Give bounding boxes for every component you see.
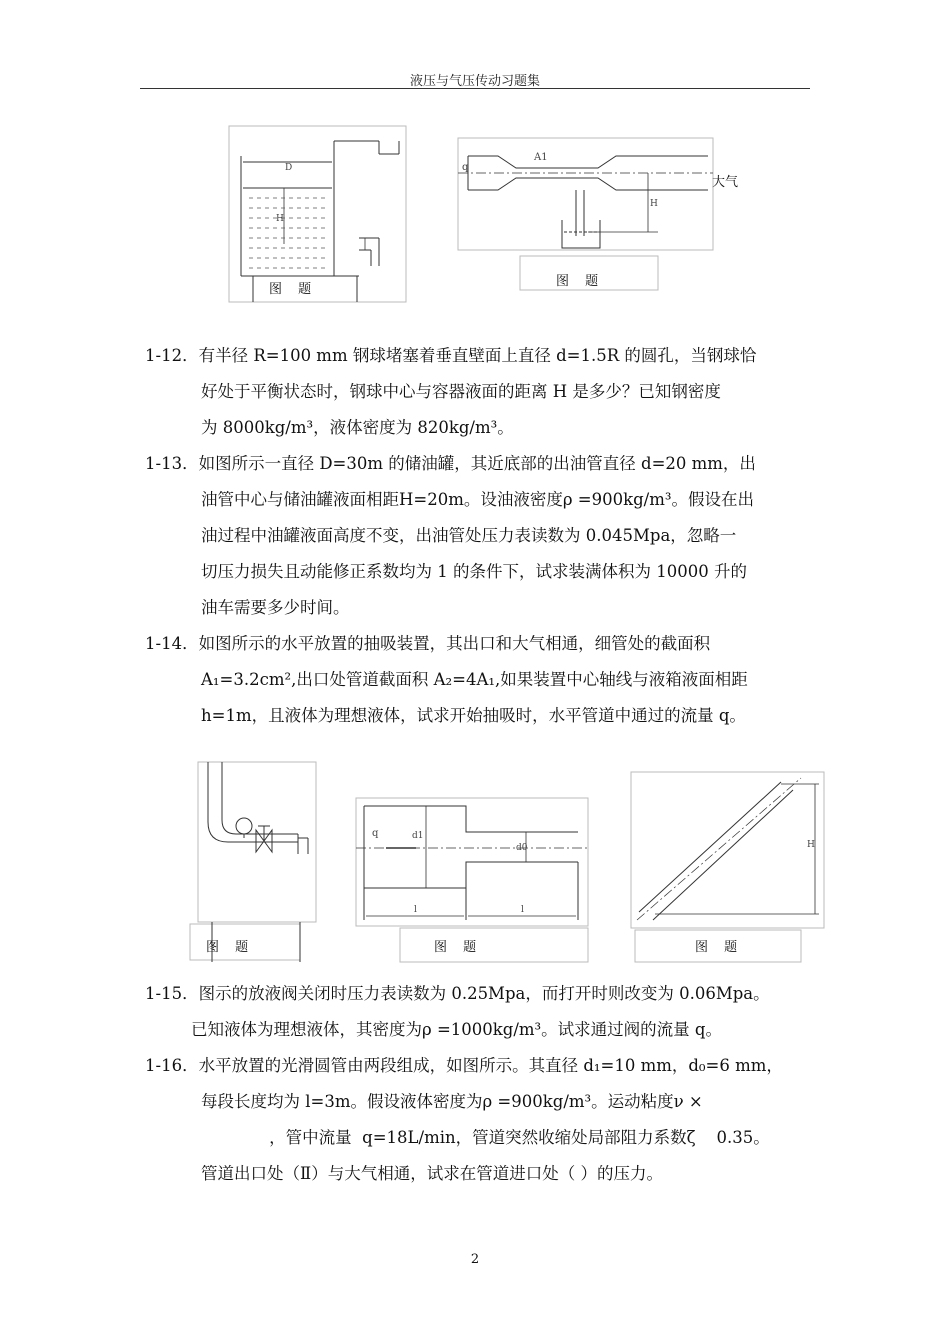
figure-caption: 图 题: [269, 282, 318, 297]
label-h3: H: [807, 840, 815, 850]
label-l2: l: [521, 905, 524, 915]
figure-inclined-pipe: [631, 772, 826, 962]
problem-number: 1-15．: [145, 984, 199, 1003]
problem-number: 1-14．: [145, 634, 199, 653]
problem-1-14-line-2: A₁=3.2cm²,出口处管道截面积 A₂=4A₁,如果装置中心轴线与液箱液面相距: [201, 670, 748, 689]
problem-1-12-line-3: 为 8000kg/m³，液体密度为 820kg/m³。: [201, 418, 514, 437]
label-d1: d1: [412, 831, 424, 841]
label-h2: H: [650, 199, 658, 209]
problem-number: 1-16．: [145, 1056, 199, 1075]
figure-two-section-pipe: [356, 798, 591, 963]
problem-1-15-line-1: 1-15．图示的放液阀关闭时压力表读数为 0.25Mpa，而打开时则改变为 0.06Mpa。: [145, 976, 815, 1012]
problem-1-16-line-1: 1-16．水平放置的光滑圆管由两段组成，如图所示。其直径 d₁=10 mm，d₀=6 mm，: [145, 1048, 815, 1084]
figure-caption: 图 题: [206, 940, 255, 955]
problem-1-16-line-4: 管道出口处（Ⅱ）与大气相通，试求在管道进口处（ ）的压力。: [201, 1164, 663, 1183]
problem-1-12-line-2: 好处于平衡状态时，钢球中心与容器液面的距离 H 是多少？已知钢密度: [201, 382, 721, 401]
problem-1-13-line-5: 油车需要多少时间。: [201, 598, 350, 617]
problem-1-12-line-1: 1-12．有半径 R=100 mm 钢球堵塞着垂直壁面上直径 d=1.5R 的圆孔，当钢球恰: [145, 338, 815, 374]
problem-1-13-line-4: 切压力损失且动能修正系数均为 1 的条件下，试求装满体积为 10000 升的: [201, 562, 747, 581]
problem-1-16-line-2: 每段长度均为 l=3m。假设液体密度为ρ =900kg/m³。运动粘度ν ×: [201, 1092, 703, 1111]
label-l1: l: [414, 905, 417, 915]
figure-tank-drawing: [229, 126, 409, 306]
label-h: H: [276, 214, 284, 224]
page-number: 2: [470, 1252, 480, 1267]
label-a1: A1: [534, 152, 548, 163]
problem-number: 1-13．: [145, 454, 199, 473]
figure-valve-drawing: [198, 762, 318, 962]
label-d0: d0: [516, 843, 528, 853]
problem-1-15-line-2: 已知液体为理想液体，其密度为ρ =1000kg/m³。试求通过阀的流量 q。: [191, 1020, 722, 1039]
problem-number: 1-12．: [145, 346, 199, 365]
problem-1-13-line-2: 油管中心与储油罐液面相距H=20m。设油液密度ρ =900kg/m³。假设在出: [201, 490, 754, 509]
label-atmosphere: 大气: [712, 175, 739, 190]
figure-inclined-drawing: [631, 772, 826, 962]
problem-1-13-line-1: 1-13．如图所示一直径 D=30m 的储油罐，其近底部的出油管直径 d=20 mm，出: [145, 446, 815, 482]
problem-1-16-line-3: ，管中流量 q=18L/min，管道突然收缩处局部阻力系数ζ 0.35。: [201, 1128, 770, 1147]
problem-1-14-line-1: 1-14．如图所示的水平放置的抽吸装置，其出口和大气相通，细管处的截面积: [145, 626, 815, 662]
label-q: q: [462, 162, 469, 173]
figure-drain-valve: [198, 762, 318, 962]
problem-1-14-line-3: h=1m，且液体为理想液体，试求开始抽吸时，水平管道中通过的流量 q。: [201, 706, 746, 725]
problem-1-13-line-3: 油过程中油罐液面高度不变，出油管处压力表读数为 0.045Mpa，忽略一: [201, 526, 737, 545]
page-header: 液压与气压传动习题集: [409, 74, 540, 89]
figure-caption: 图 题: [434, 940, 483, 955]
problem-list-1: [145, 338, 815, 734]
figure-tank: [229, 126, 409, 306]
figure-suction-device: [458, 138, 738, 293]
figure-caption: 图 题: [556, 274, 605, 289]
figure-caption: 图 题: [695, 940, 744, 955]
header-rule: [140, 88, 810, 89]
problem-list-2: [145, 976, 815, 1192]
label-d: D: [285, 163, 293, 173]
label-q: q: [372, 828, 379, 839]
